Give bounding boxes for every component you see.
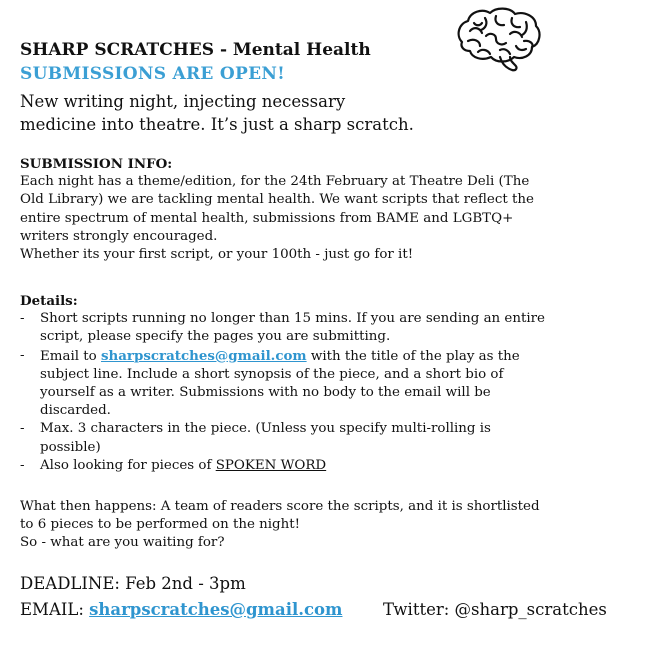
twitter-handle[interactable]: Twitter: @sharp_scratches	[383, 600, 607, 619]
list-item	[20, 457, 635, 475]
dash-bullet: -	[20, 421, 25, 437]
submission-info-heading: SUBMISSION INFO:	[20, 156, 173, 172]
email-label: EMAIL:	[20, 600, 90, 619]
footer-email-link[interactable]: sharpscratches@gmail.com	[89, 600, 343, 619]
item-line: Short scripts running no longer than 15 mins. If you are sending an entire	[40, 311, 545, 327]
info-line: Each night has a theme/edition, for the 24th February at Theatre Deli (The	[20, 174, 530, 190]
email-link[interactable]: sharpscratches@gmail.com	[100, 347, 307, 364]
item-line: Max. 3 characters in the piece. (Unless you specify multi-rolling is	[40, 421, 491, 437]
item-line: possible)	[40, 439, 101, 455]
details-heading: Details:	[20, 293, 78, 309]
list-item	[20, 310, 635, 346]
info-line: entire spectrum of mental health, submissions from BAME and LGBTQ+	[20, 210, 514, 226]
spoken-word-link[interactable]: SPOKEN WORD	[215, 457, 327, 473]
dash-bullet: -	[20, 457, 25, 473]
deadline-text: DEADLINE: Feb 2nd - 3pm	[20, 574, 246, 593]
item-line	[40, 347, 635, 366]
dash-bullet: -	[20, 311, 25, 327]
email-prefix: Email to	[40, 348, 101, 364]
email-suffix: with the title of the play as the	[306, 348, 520, 364]
what-then-line: So - what are you waiting for?	[20, 535, 225, 551]
intro-line: medicine into theatre. It’s just a sharp scratch.	[20, 115, 414, 134]
what-then-line: to 6 pieces to be performed on the night!	[20, 517, 301, 533]
dash-bullet: -	[20, 347, 25, 363]
submissions-open-banner: SUBMISSIONS ARE OPEN!	[20, 64, 285, 84]
brain-icon	[452, 6, 544, 74]
info-line: Whether its your first script, or your 100th - just go for it!	[20, 247, 414, 263]
what-then-section	[20, 498, 635, 553]
contact-row	[20, 600, 635, 619]
item-line: script, please specify the pages you are submitting.	[40, 329, 391, 345]
item-line: yourself as a writer. Submissions with no body to the email will be	[40, 385, 491, 401]
info-line: Old Library) we are tackling mental health. We want scripts that reflect the	[20, 192, 534, 208]
item-line: subject line. Include a short synopsis of the piece, and a short bio of	[40, 366, 504, 382]
item-line: discarded.	[40, 403, 111, 419]
details-section	[20, 292, 635, 475]
intro-line: New writing night, injecting necessary	[20, 92, 346, 111]
list-item	[20, 347, 635, 421]
list-item	[20, 420, 635, 456]
submission-info	[20, 155, 635, 264]
info-line: writers strongly encouraged.	[20, 228, 218, 244]
item-line	[40, 457, 635, 475]
intro-text	[20, 90, 414, 136]
page-title: SHARP SCRATCHES - Mental Health	[20, 40, 371, 60]
spoken-word-prefix: Also looking for pieces of	[40, 457, 216, 473]
what-then-line: What then happens: A team of readers score the scripts, and it is shortlisted	[20, 499, 540, 514]
